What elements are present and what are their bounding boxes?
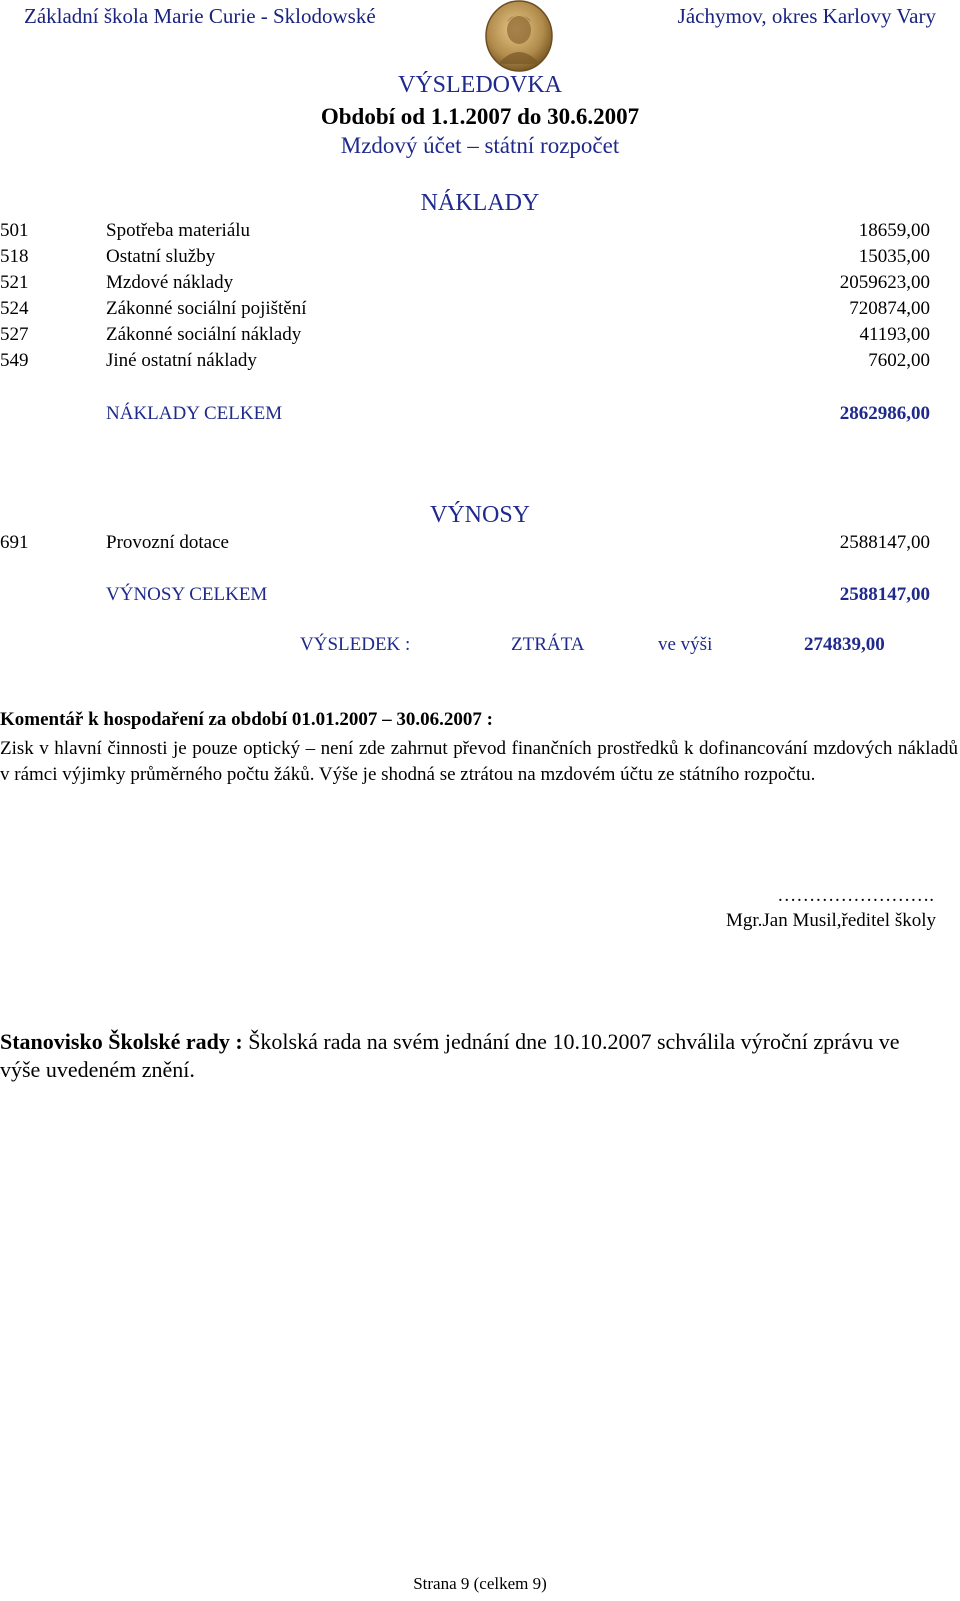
- account-code: 524: [0, 298, 29, 319]
- costs-total-row: [0, 403, 960, 430]
- revenues-heading: VÝNOSY: [429, 502, 530, 528]
- portrait-medallion-icon: [484, 0, 554, 76]
- comment-text: Zisk v hlavní činnosti je pouze optický – není zde zahrnut převod finančních prostředků k dofinancování mzdových nákladů v rámci výjimky průměrného počtu žáků. Výše je shodná se ztrátou na mzdovém účtu ze státního rozpočtu.: [0, 738, 958, 785]
- result-label: VÝSLEDEK :: [300, 634, 411, 655]
- cost-row: [0, 220, 960, 247]
- account-code: 691: [0, 532, 29, 553]
- account-value: 15035,00: [858, 246, 930, 267]
- account-code: 527: [0, 324, 29, 345]
- board-statement: [0, 1028, 920, 1084]
- cost-row: [0, 350, 960, 377]
- account-label: Spotřeba materiálu: [106, 220, 251, 241]
- board-text: Školská rada na svém jednání dne 10.10.2007 schválila výroční zprávu ve výše uvedeném znění.: [0, 1029, 900, 1082]
- cost-row: [0, 298, 960, 325]
- account-value: 720874,00: [849, 298, 930, 319]
- account-line: Mzdový účet – státní rozpočet: [340, 133, 620, 158]
- revenues-total-value: 2588147,00: [839, 584, 930, 605]
- result-amount: 274839,00: [804, 634, 885, 655]
- revenue-row: [0, 532, 960, 559]
- result-type: ZTRÁTA: [511, 634, 585, 655]
- costs-heading: NÁKLADY: [420, 190, 540, 216]
- account-value: 41193,00: [859, 324, 930, 345]
- account-code: 549: [0, 350, 29, 371]
- signature-name: Mgr.Jan Musil,ředitel školy: [725, 910, 936, 931]
- cost-row: [0, 324, 960, 351]
- document-title: VÝSLEDOVKA: [398, 72, 562, 98]
- board-label: Stanovisko Školské rady :: [0, 1029, 243, 1054]
- result-amount-label: ve výši: [658, 634, 713, 655]
- account-code: 521: [0, 272, 29, 293]
- account-label: Zákonné sociální pojištění: [106, 298, 307, 319]
- account-code: 501: [0, 220, 29, 241]
- account-label: Ostatní služby: [106, 246, 216, 267]
- comment-heading: Komentář k hospodaření za období 01.01.2007 – 30.06.2007 :: [0, 709, 493, 730]
- cost-row: [0, 272, 960, 299]
- cost-row: [0, 246, 960, 273]
- costs-total-value: 2862986,00: [839, 403, 930, 424]
- result-row: [0, 634, 960, 661]
- revenues-total-row: [0, 584, 960, 611]
- account-code: 518: [0, 246, 29, 267]
- account-value: 7602,00: [868, 350, 930, 371]
- revenues-total-label: VÝNOSY CELKEM: [106, 584, 268, 605]
- signature-dots: …………………….: [777, 885, 934, 906]
- account-label: Zákonné sociální náklady: [106, 324, 302, 345]
- account-label: Provozní dotace: [106, 532, 229, 553]
- account-label: Jiné ostatní náklady: [106, 350, 257, 371]
- period-line: Období od 1.1.2007 do 30.6.2007: [320, 104, 640, 129]
- costs-total-label: NÁKLADY CELKEM: [106, 403, 283, 424]
- school-location: Jáchymov, okres Karlovy Vary: [677, 4, 936, 28]
- account-label: Mzdové náklady: [106, 272, 234, 293]
- account-value: 2059623,00: [839, 272, 930, 293]
- account-value: 2588147,00: [839, 532, 930, 553]
- account-value: 18659,00: [858, 220, 930, 241]
- school-name: Základní škola Marie Curie - Sklodowské: [24, 4, 376, 28]
- page-number: Strana 9 (celkem 9): [413, 1574, 547, 1593]
